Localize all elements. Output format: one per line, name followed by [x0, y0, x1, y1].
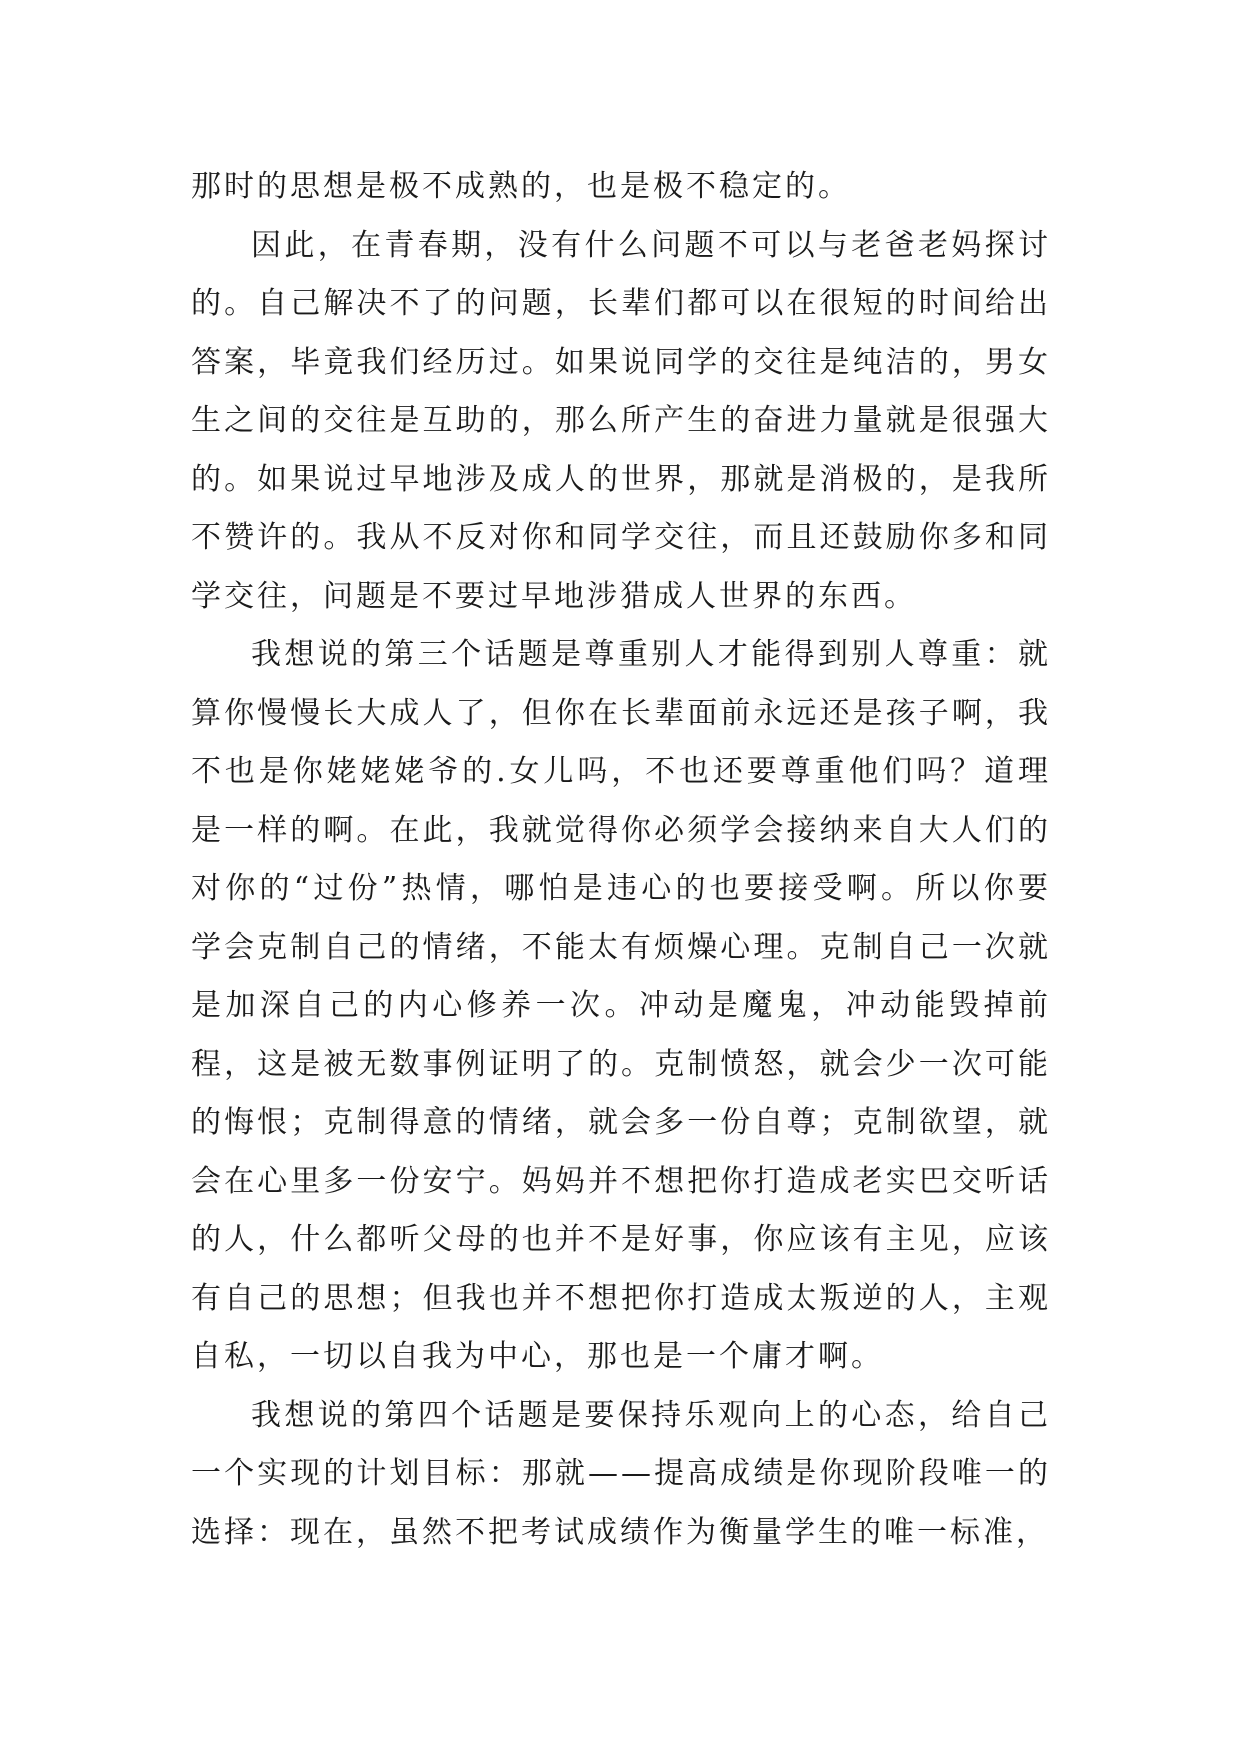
- body-text: [191, 158, 1051, 1562]
- paragraph-2: 因此，在青春期，没有什么问题不可以与老爸老妈探讨的。自己解决不了的问题，长辈们都可以在很短的时间给出答案，毕竟我们经历过。如果说同学的交往是纯洁的，男女生之间的交往是互助的，那么所产生的奋进力量就是很强大的。如果说过早地涉及成人的世界，那就是消极的，是我所不赞许的。我从不反对你和同学交往，而且还鼓励你多和同学交往，问题是不要过早地涉猎成人世界的东西。: [191, 227, 1051, 614]
- paragraph-3: 我想说的第三个话题是尊重别人才能得到别人尊重：就算你慢慢长大成人了，但你在长辈面前永远还是孩子啊，我不也是你姥姥姥爷的.女儿吗，不也还要尊重他们吗？道理是一样的啊。在此，我就觉得你必须学会接纳来自大人们的对你的“过份”热情，哪怕是违心的也要接受啊。所以你要学会克制自己的情绪，不能太有烦燥心理。克制自己一次就是加深自己的内心修养一次。冲动是魔鬼，冲动能毁掉前程，这是被无数事例证明了的。克制愤怒，就会少一次可能的悔恨；克制得意的情绪，就会多一份自尊；克制欲望，就会在心里多一份安宁。妈妈并不想把你打造成老实巴交听话的人，什么都听父母的也并不是好事，你应该有主见，应该有自己的思想；但我也并不想把你打造成太叛逆的人，主观自私，一切以自我为中心，那也是一个庸才啊。: [191, 637, 1051, 1374]
- paragraph-1: 那时的思想是极不成熟的，也是极不稳定的。: [191, 169, 851, 204]
- paragraph-4: 我想说的第四个话题是要保持乐观向上的心态，给自己一个实现的计划目标：那就——提高成绩是你现阶段唯一的选择：现在，虽然不把考试成绩作为衡量学生的唯一标准，: [191, 1397, 1051, 1550]
